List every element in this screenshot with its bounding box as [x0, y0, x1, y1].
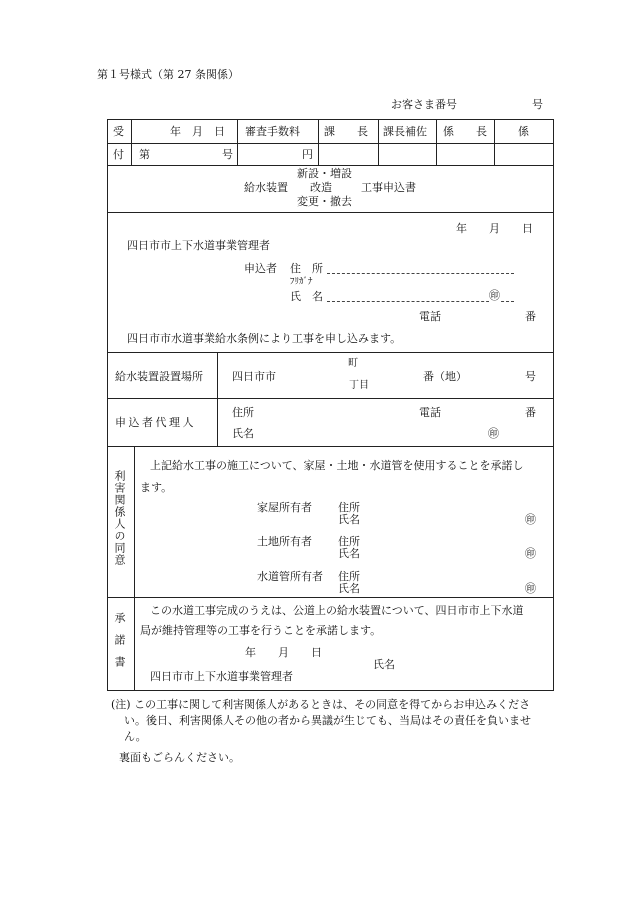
note-line3: ん。 — [124, 730, 147, 743]
land-owner-name-label: 氏名 — [338, 547, 360, 560]
review-fee-label: 審査手数料 — [245, 125, 300, 138]
acceptance-date: 年 月 日 — [245, 646, 322, 659]
pipe-owner-address-label: 住所 — [338, 570, 360, 583]
installation-site-label: 給水装置設置場所 — [115, 370, 203, 383]
section-chief-label: 課 長 — [324, 125, 368, 138]
note-line2: い。後日、利害関係人その他の者から異議が生じても、当局はその責任を負いませ — [124, 714, 531, 727]
pipe-owner-name-label: 氏名 — [338, 582, 360, 595]
house-owner-seal: ㊞ — [525, 513, 536, 526]
land-owner-label: 土地所有者 — [257, 535, 312, 548]
agent-seal: ㊞ — [488, 427, 499, 440]
site-go: 号 — [525, 370, 536, 383]
agent-label: 申込者代理人 — [115, 416, 196, 429]
note-line1: (注) この工事に関して利害関係人があるときは、その同意を得てからお申込みくださ — [111, 698, 531, 711]
house-owner-label: 家屋所有者 — [257, 501, 312, 514]
title-option-remodel: 改造 — [310, 181, 332, 194]
receipt-no-prefix: 第 — [139, 148, 150, 161]
agent-tel-label: 電話 — [419, 406, 441, 419]
back-side-note: 裏面もごらんください。 — [119, 751, 240, 764]
agent-address-label: 住所 — [232, 406, 254, 419]
agent-name-label: 氏名 — [232, 427, 254, 440]
applicant-name-label: 氏 名 — [290, 290, 323, 303]
addressee: 四日市市上下水道事業管理者 — [127, 239, 270, 252]
agent-tel-suffix: 番 — [525, 406, 536, 419]
reception-label-2: 付 — [113, 148, 124, 161]
customer-number-suffix: 号 — [532, 98, 543, 111]
applicant-seal: ㊞ — [489, 289, 500, 302]
site-city: 四日市市 — [232, 370, 276, 383]
staff-label: 係 — [518, 125, 529, 138]
acceptance-name-label: 氏名 — [373, 658, 395, 671]
acceptance-text-line1: この水道工事完成のうえは、公道上の給水装置について、四日市市上下水道 — [150, 604, 524, 617]
title-prefix: 給水装置 — [244, 181, 288, 194]
pipe-owner-seal: ㊞ — [525, 582, 536, 595]
applicant-address-line[interactable] — [327, 273, 514, 274]
acceptance-text-line2: 局が維持管理等の工事を行うことを承諾します。 — [140, 624, 382, 637]
applicant-name-line[interactable] — [327, 301, 514, 302]
title-option-change: 変更・撤去 — [297, 195, 352, 208]
house-owner-address-label: 住所 — [338, 501, 360, 514]
consent-label: 利害関係人の同意 — [113, 470, 126, 566]
title-option-new: 新設・増設 — [297, 167, 352, 180]
consent-text-line2: ます。 — [140, 481, 173, 494]
site-banchi: 番（地） — [423, 370, 467, 383]
reception-date-label: 年 月 日 — [170, 125, 225, 138]
site-chome: 丁目 — [349, 380, 369, 391]
land-owner-seal: ㊞ — [525, 547, 536, 560]
reception-label-1: 受 — [113, 125, 124, 138]
applicant-address-label: 住 所 — [290, 262, 323, 275]
applicant-tel-label: 電話 — [419, 310, 441, 323]
title-suffix: 工事申込書 — [361, 181, 416, 194]
acceptance-label: 承諾書 — [113, 612, 126, 678]
applicant-label: 申込者 — [244, 262, 277, 275]
land-owner-address-label: 住所 — [338, 535, 360, 548]
application-date: 年 月 日 — [456, 222, 533, 235]
customer-number-label: お客さま番号 — [391, 98, 457, 111]
yen-label: 円 — [302, 148, 313, 161]
consent-text-line1: 上記給水工事の施工について、家屋・土地・水道管を使用することを承諾し — [150, 459, 524, 472]
acceptance-signer: 四日市市上下水道事業管理者 — [150, 670, 293, 683]
application-statement: 四日市市水道事業給水条例により工事を申し込みます。 — [127, 332, 402, 345]
pipe-owner-label: 水道管所有者 — [257, 570, 323, 583]
house-owner-name-label: 氏名 — [338, 513, 360, 526]
site-machi: 町 — [348, 358, 358, 369]
subsection-chief-label: 係 長 — [443, 125, 487, 138]
receipt-no-suffix: 号 — [222, 148, 233, 161]
form-number: 第１号様式（第 27 条関係） — [97, 68, 239, 81]
applicant-furigana-label: ﾌﾘｶﾞﾅ — [290, 277, 313, 287]
applicant-tel-suffix: 番 — [525, 310, 536, 323]
deputy-chief-label: 課長補佐 — [383, 125, 427, 138]
